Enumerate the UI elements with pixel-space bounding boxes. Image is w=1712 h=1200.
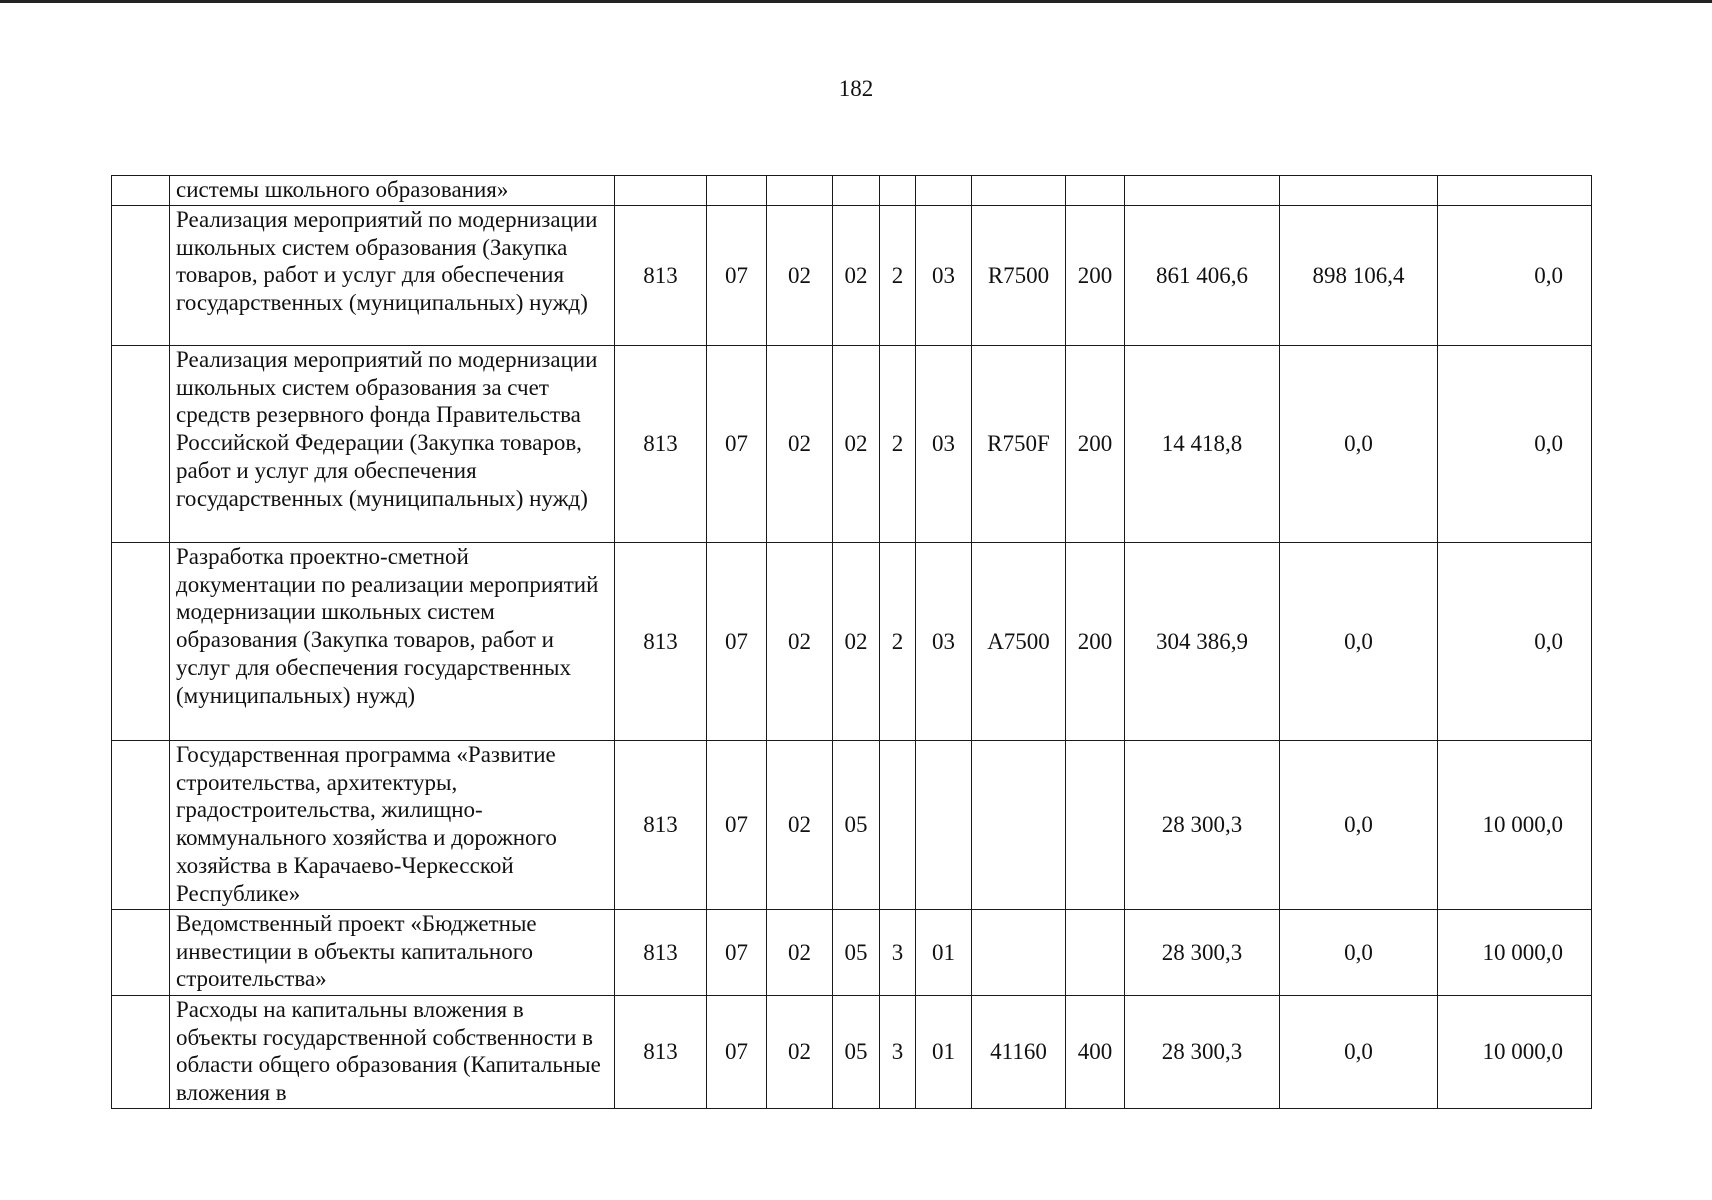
code-cell: 400 <box>1066 996 1125 1109</box>
code-cell: 07 <box>707 206 767 346</box>
top-border-line <box>0 0 1712 3</box>
code-cell: 02 <box>767 741 833 910</box>
description-cell: Ведомственный проект «Бюджетные инвестиции в объекты капитального строительства» <box>170 910 615 996</box>
amount-cell: 0,0 <box>1280 741 1438 910</box>
amount-cell: 0,0 <box>1280 346 1438 543</box>
amount-cell: 898 106,4 <box>1280 206 1438 346</box>
code-cell: R7500 <box>972 206 1066 346</box>
code-cell: 02 <box>767 206 833 346</box>
code-cell: 2 <box>880 206 916 346</box>
amount-cell: 0,0 <box>1438 346 1592 543</box>
amount-cell: 28 300,3 <box>1125 996 1280 1109</box>
amount-cell: 0,0 <box>1438 543 1592 741</box>
code-cell <box>707 176 767 206</box>
table-row <box>112 176 1592 206</box>
table-row <box>112 741 1592 910</box>
code-cell: 07 <box>707 910 767 996</box>
code-cell: 02 <box>767 910 833 996</box>
description-cell: Расходы на капитальны вложения в объекты государственной собственности в области общего образования (Капитальные вложения в <box>170 996 615 1109</box>
code-cell: 02 <box>833 206 880 346</box>
amount-cell <box>1438 176 1592 206</box>
code-cell <box>833 176 880 206</box>
amount-cell: 0,0 <box>1280 910 1438 996</box>
code-cell <box>916 741 972 910</box>
code-cell: 01 <box>916 910 972 996</box>
code-cell: А7500 <box>972 543 1066 741</box>
code-cell: 07 <box>707 543 767 741</box>
code-cell: 02 <box>767 346 833 543</box>
page-number: 182 <box>838 76 874 101</box>
code-cell: 03 <box>916 543 972 741</box>
code-cell <box>1066 910 1125 996</box>
index-cell <box>112 741 170 910</box>
code-cell: 200 <box>1066 543 1125 741</box>
index-cell <box>112 996 170 1109</box>
amount-cell: 0,0 <box>1280 996 1438 1109</box>
code-cell: 01 <box>916 996 972 1109</box>
code-cell <box>880 741 916 910</box>
amount-cell: 861 406,6 <box>1125 206 1280 346</box>
index-cell <box>112 346 170 543</box>
code-cell: 05 <box>833 741 880 910</box>
code-cell: 02 <box>767 543 833 741</box>
code-cell: 813 <box>615 996 707 1109</box>
code-cell: 05 <box>833 996 880 1109</box>
code-cell: 200 <box>1066 346 1125 543</box>
code-cell: 3 <box>880 996 916 1109</box>
code-cell <box>767 176 833 206</box>
code-cell <box>1066 176 1125 206</box>
code-cell: 2 <box>880 346 916 543</box>
code-cell <box>615 176 707 206</box>
code-cell <box>1066 741 1125 910</box>
table-row <box>112 346 1592 543</box>
code-cell: 3 <box>880 910 916 996</box>
code-cell: 02 <box>767 996 833 1109</box>
amount-cell: 28 300,3 <box>1125 741 1280 910</box>
code-cell: R750F <box>972 346 1066 543</box>
amount-cell: 14 418,8 <box>1125 346 1280 543</box>
code-cell: 07 <box>707 741 767 910</box>
code-cell: 813 <box>615 543 707 741</box>
amount-cell: 304 386,9 <box>1125 543 1280 741</box>
code-cell: 02 <box>833 543 880 741</box>
code-cell: 813 <box>615 910 707 996</box>
table-row <box>112 543 1592 741</box>
code-cell: 02 <box>833 346 880 543</box>
table-row <box>112 206 1592 346</box>
index-cell <box>112 176 170 206</box>
code-cell: 03 <box>916 346 972 543</box>
code-cell: 07 <box>707 346 767 543</box>
code-cell <box>916 176 972 206</box>
amount-cell: 10 000,0 <box>1438 741 1592 910</box>
code-cell <box>972 910 1066 996</box>
code-cell: 2 <box>880 543 916 741</box>
code-cell: 813 <box>615 206 707 346</box>
code-cell: 05 <box>833 910 880 996</box>
code-cell: 813 <box>615 346 707 543</box>
code-cell <box>880 176 916 206</box>
amount-cell: 28 300,3 <box>1125 910 1280 996</box>
amount-cell: 10 000,0 <box>1438 910 1592 996</box>
description-cell: Реализация мероприятий по модернизации школьных систем образования (Закупка товаров, работ и услуг для обеспечения государственных (муниципальных) нужд) <box>170 206 615 346</box>
code-cell: 200 <box>1066 206 1125 346</box>
amount-cell <box>1280 176 1438 206</box>
budget-table <box>111 175 1592 1109</box>
table-row <box>112 996 1592 1109</box>
code-cell: 41160 <box>972 996 1066 1109</box>
index-cell <box>112 206 170 346</box>
code-cell <box>972 741 1066 910</box>
code-cell: 813 <box>615 741 707 910</box>
description-cell: Реализация мероприятий по модернизации школьных систем образования за счет средств резервного фонда Правительства Российской Федерации (Закупка товаров, работ и услуг для обеспечения государственных (муниципальных) нужд) <box>170 346 615 543</box>
code-cell <box>972 176 1066 206</box>
description-cell: системы школьного образования» <box>170 176 615 206</box>
index-cell <box>112 543 170 741</box>
code-cell: 07 <box>707 996 767 1109</box>
amount-cell: 0,0 <box>1280 543 1438 741</box>
amount-cell: 0,0 <box>1438 206 1592 346</box>
index-cell <box>112 910 170 996</box>
amount-cell: 10 000,0 <box>1438 996 1592 1109</box>
amount-cell <box>1125 176 1280 206</box>
code-cell: 03 <box>916 206 972 346</box>
description-cell: Разработка проектно-сметной документации по реализации мероприятий модернизации школьных систем образования (Закупка товаров, работ и услуг для обеспечения государственных (муниципальных) нужд) <box>170 543 615 741</box>
description-cell: Государственная программа «Развитие строительства, архитектуры, градостроительства, жилищно-коммунального хозяйства и дорожного хозяйства в Карачаево-Черкесской Республике» <box>170 741 615 910</box>
table-row <box>112 910 1592 996</box>
